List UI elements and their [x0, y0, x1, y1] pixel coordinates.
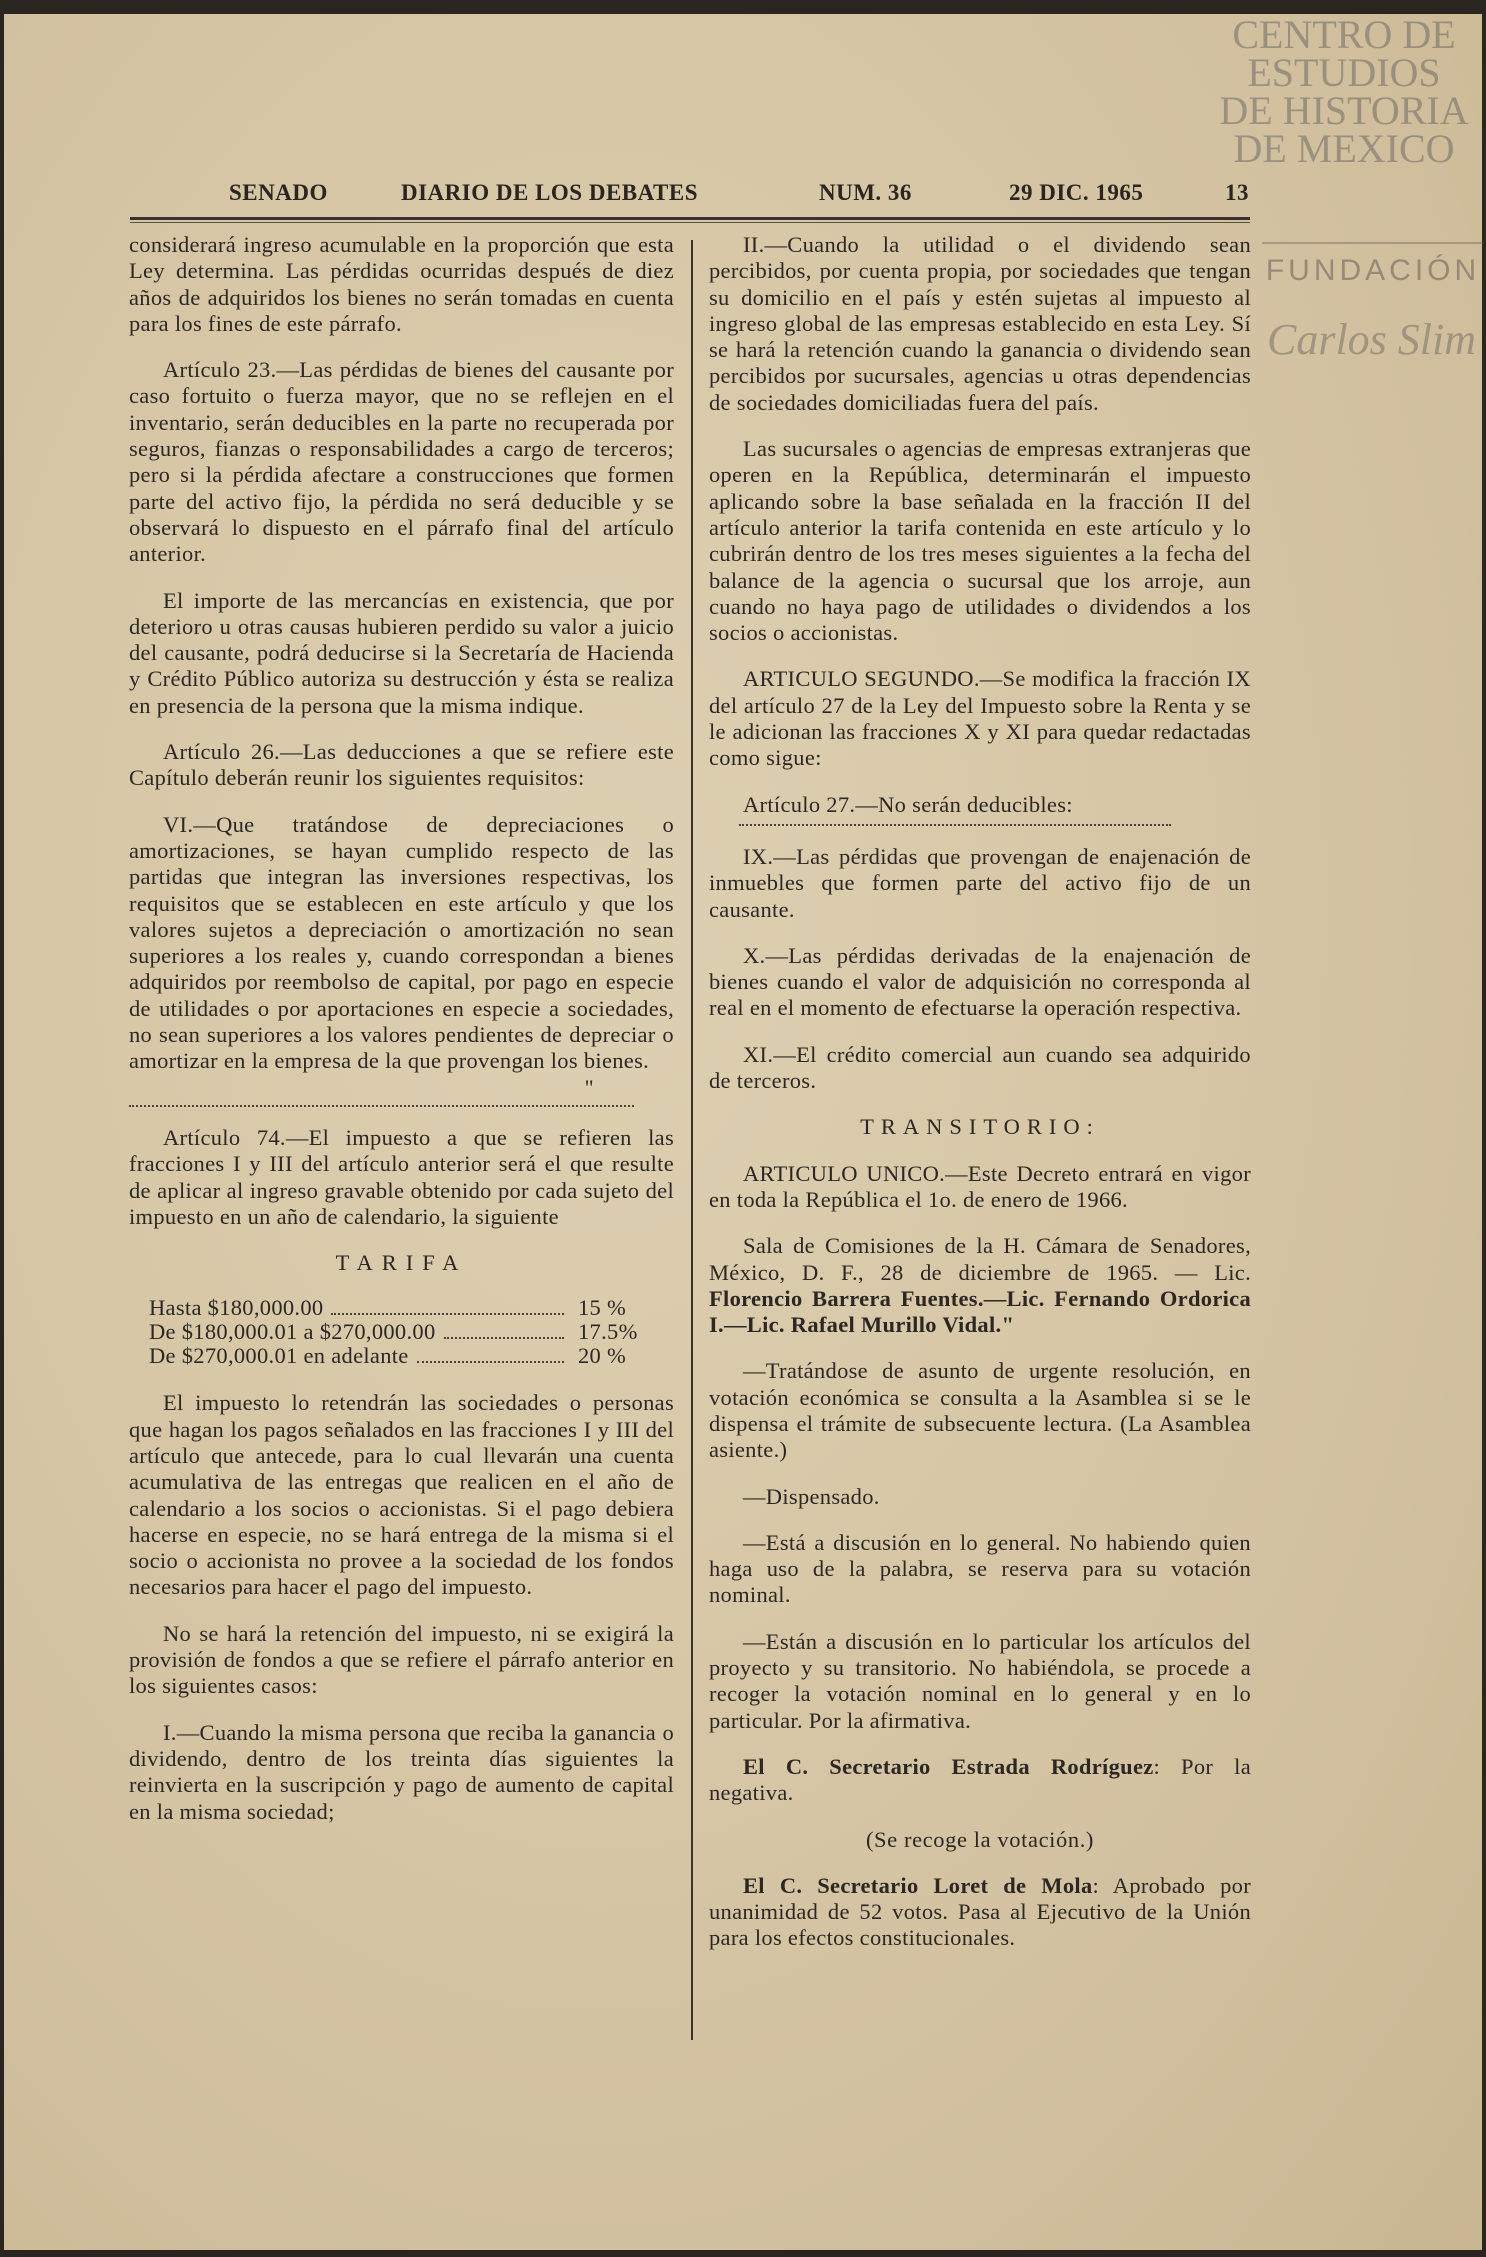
transitorio-heading: TRANSITORIO: — [860, 1114, 1100, 1140]
tarifa-range: De $270,000.01 en adelante — [149, 1343, 409, 1369]
watermark-line: CENTRO DE — [1232, 12, 1456, 57]
paragraph: —Dispensado. — [743, 1483, 880, 1509]
paragraph-articulo-74: Artículo 74.—El impuesto a que se refieren las fracciones I y III del artículo anterior será el que resulte de aplicar al ingreso gravable obtenido por cada sujeto del impuesto en un año de calendario, la siguiente — [129, 1124, 674, 1229]
paragraph: —Están a discusión en lo particular los artículos del proyecto y su transitorio. No habiéndola, se procede a recoger la votación nominal en lo general y en lo particular. Por la afirmativa. — [709, 1628, 1251, 1733]
paragraph: No se hará la retención del impuesto, ni se exigirá la provisión de fondos a que se refiere el párrafo anterior en los siguientes casos: — [129, 1620, 674, 1699]
tarifa-rate: 20 % — [578, 1343, 627, 1369]
watermark-line: DE MEXICO — [1233, 126, 1455, 171]
paragraph-articulo-23: Artículo 23.—Las pérdidas de bienes del causante por caso fortuito o fuerza mayor, que no se reflejen en el inventario, serán deducibles en la parte no recuperada por seguros, fianzas o responsabilidades a cargo de terceros; pero si la pérdida afectare a construcciones que formen parte del activo fijo, la pérdida no será deducible y se observará lo dispuesto en el párrafo final del artículo anterior. — [129, 357, 674, 567]
page-header — [229, 180, 1259, 210]
leader-dots — [444, 1337, 565, 1339]
watermark-signature: Carlos Slim — [1266, 315, 1477, 364]
watermark-line: DE HISTORIA — [1219, 88, 1469, 133]
tarifa-rate: 17.5% — [578, 1319, 638, 1345]
paragraph-fraccion-xi: XI.—El crédito comercial aun cuando sea adquirido de terceros. — [709, 1041, 1251, 1094]
paragraph-secretario-loret — [709, 1873, 1251, 1952]
tarifa-row — [149, 1296, 644, 1320]
leader-dots — [417, 1361, 564, 1363]
watermark-fundacion: FUNDACIÓN — [1265, 254, 1481, 287]
tarifa-range: De $180,000.01 a $270,000.00 — [149, 1319, 436, 1345]
paragraph: El impuesto lo retendrán las sociedades o personas que hagan los pagos señalados en las fracciones I y III del artículo que antecede, para lo cual llevarán una cuenta acumulativa de las entregas que realicen en el año de calendario a los socios o accionistas. Si el pago debiera hacerse en especie, no se hará entrega de la misma si el socio o accionista no provee a la sociedad de los fondos necesarios para hacer el pago del impuesto. — [129, 1390, 674, 1600]
quote-mark: " — [584, 1074, 594, 1100]
right-column — [709, 232, 1251, 1972]
paragraph-articulo-27: Artículo 27.—No serán deducibles: — [743, 791, 1073, 817]
paragraph-articulo-segundo: ARTICULO SEGUNDO.—Se modifica la fracción IX del artículo 27 de la Ley del Impuesto sobre la Renta y se le adicionan las fracciones X y XI para quedar redactadas como sigue: — [709, 666, 1251, 771]
tarifa-rate: 15 % — [578, 1295, 627, 1321]
paragraph: El importe de las mercancías en existencia, que por deterioro u otras causas hubieren perdido su valor a juicio del causante, podrá deducirse si la Secretaría de Hacienda y Crédito Público autoriza su destrucción y ésta se realiza en presencia de la persona que la misma indique. — [129, 587, 674, 718]
paragraph: —Tratándose de asunto de urgente resolución, en votación económica se consulta a la Asamblea si se le dispensa el trámite de subsecuente lectura. (La Asamblea asiente.) — [709, 1358, 1251, 1463]
paragraph-fraccion-vi: VI.—Que tratándose de depreciaciones o amortizaciones, se hayan cumplido respecto de las partidas que integran las inversiones respectivas, los requisitos que se establecen en este artículo y que los valores sujetos a depreciación o amortización no sean superiores a los reales y, cuando correspondan a bienes adquiridos por reembolso de capital, por pago en especie de utilidades o por aportaciones en especie a sociedades, no sean superiores a los valores pendientes de depreciar o amortizar en la empresa de la que provengan los bienes. — [129, 811, 674, 1074]
document-page — [4, 14, 1482, 2250]
header-number: NUM. 36 — [819, 180, 912, 205]
paragraph-fraccion-ix: IX.—Las pérdidas que provengan de enajenación de inmuebles que formen parte del activo fijo de un causante. — [709, 843, 1251, 922]
speaker: El C. Secretario Loret de Mola — [743, 1872, 1093, 1898]
tarifa-heading: TARIFA — [335, 1250, 468, 1276]
watermark-centro-estudios — [1204, 12, 1484, 171]
paragraph: considerará ingreso acumulable en la proporción que esta Ley determina. Las pérdidas ocurridas después de diez años de adquiridos los bienes no serán tomadas en cuenta para los fines de este párrafo. — [129, 232, 674, 336]
ellipsis-line — [739, 824, 1171, 826]
speaker: El C. Secretario Estrada Rodríguez — [743, 1753, 1154, 1779]
paragraph-articulo-26: Artículo 26.—Las deducciones a que se refiere este Capítulo deberán reunir los siguientes requisitos: — [129, 739, 674, 791]
column-divider — [691, 240, 693, 2040]
header-rule — [130, 222, 1250, 223]
paragraph-secretario-estrada — [709, 1754, 1251, 1807]
tarifa-table — [149, 1296, 644, 1368]
tarifa-range: Hasta $180,000.00 — [149, 1295, 324, 1321]
header-rule — [130, 217, 1250, 220]
paragraph-signatures — [709, 1233, 1251, 1338]
header-publication: DIARIO DE LOS DEBATES — [401, 180, 699, 205]
header-date: 29 DIC. 1965 — [1009, 180, 1144, 205]
paragraph: Las sucursales o agencias de empresas extranjeras que operen en la República, determinarán el impuesto aplicando sobre la base señalada en la fracción II del artículo anterior la tarifa contenida en este artículo y lo cubrirán dentro de los tres meses siguientes a la fecha del balance de la agencia o sucursal que los arroje, aun cuando no haya pago de utilidades o dividendos a los socios o accionistas. — [709, 436, 1251, 646]
paragraph-fraccion-x: X.—Las pérdidas derivadas de la enajenación de bienes cuando el valor de adquisición no corresponda al real en el momento de efectuarse la operación respectiva. — [709, 942, 1251, 1021]
ellipsis-line — [129, 1105, 634, 1107]
leader-dots — [331, 1313, 564, 1315]
paragraph-fraccion-ii: II.—Cuando la utilidad o el dividendo sean percibidos, por cuenta propia, por sociedades que tengan su domicilio en el país y estén sujetas al impuesto al ingreso global de las empresas establecido en esta Ley. Sí se hará la retención cuando la ganancia o dividendo sean percibidos por sucursales, agencias u otras dependencias de sociedades domiciliadas fuera del país. — [709, 232, 1251, 415]
left-column — [129, 232, 674, 1845]
paragraph: —Está a discusión en lo general. No habiendo quien haga uso de la palabra, se reserva para su votación nominal. — [709, 1529, 1251, 1608]
tarifa-row — [149, 1344, 644, 1368]
text: : Aprobado por unanimidad de 52 votos. Pasa al Ejecutivo de la Unión para los efectos constitucionales. — [709, 1872, 1251, 1951]
text: Sala de Comisiones de la H. Cámara de Senadores, México, D. F., 28 de diciembre de 1965. — Lic. — [709, 1233, 1251, 1285]
signatories: Florencio Barrera Fuentes.—Lic. Fernando Ordorica I.—Lic. Rafael Murillo Vidal." — [709, 1285, 1251, 1338]
header-page-number: 13 — [1225, 180, 1249, 205]
watermark-divider — [1262, 242, 1484, 244]
header-section: SENADO — [229, 180, 328, 205]
paragraph-fraccion-i: I.—Cuando la misma persona que reciba la ganancia o dividendo, dentro de los treinta días siguientes la reinvierta en la suscripción y pago de aumento de capital en la misma sociedad; — [129, 1719, 674, 1824]
paragraph: (Se recoge la votación.) — [865, 1826, 1095, 1852]
text: : Por la negativa. — [709, 1753, 1251, 1806]
tarifa-row — [149, 1320, 644, 1344]
paragraph-articulo-unico: ARTICULO UNICO.—Este Decreto entrará en vigor en toda la República el 1o. de enero de 1966. — [709, 1160, 1251, 1212]
watermark-line: ESTUDIOS — [1247, 50, 1441, 95]
